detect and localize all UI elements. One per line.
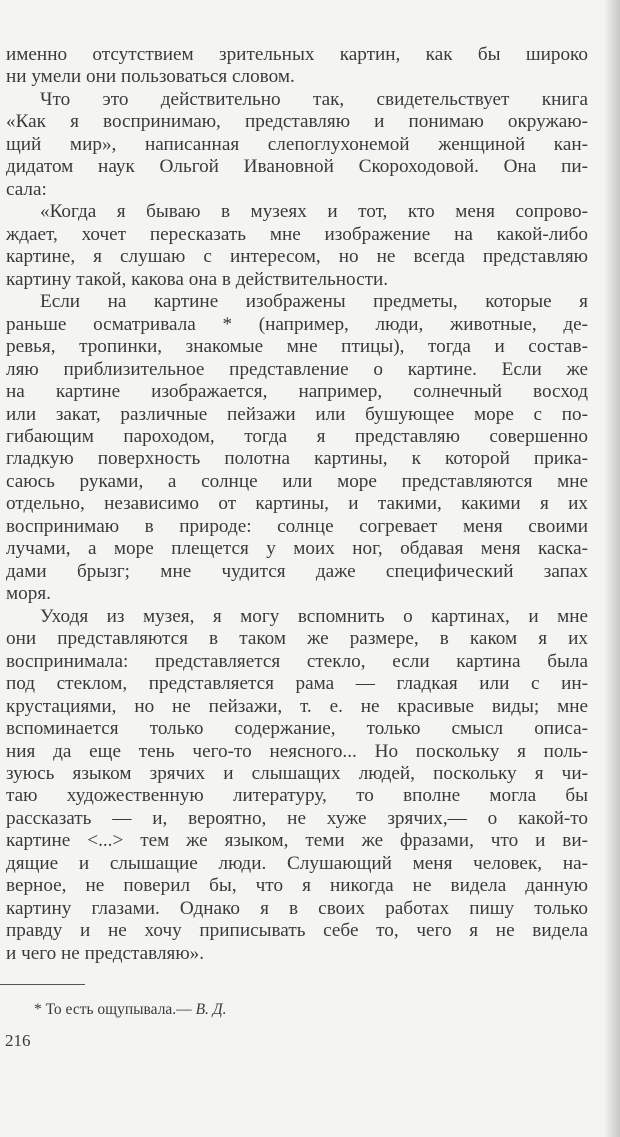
text-line: отдельно, независимо от картины, и такими, какими я их bbox=[6, 493, 588, 515]
text-line: дящие и слышащие люди. Слушающий меня человек, на- bbox=[6, 852, 588, 874]
text-line: верное, не поверил бы, что я никогда не видела данную bbox=[6, 875, 588, 897]
text-line: ревья, тропинки, знакомые мне птицы), тогда и состав- bbox=[6, 336, 588, 358]
text-line: вспоминается только содержание, только смысл описа- bbox=[6, 718, 588, 740]
text-line: сала: bbox=[6, 178, 47, 200]
text-line: под стеклом, представляется рама — гладкая или с ин- bbox=[6, 673, 588, 695]
body-text bbox=[6, 44, 588, 965]
text-line: они представляются в таком же размере, в каком я их bbox=[6, 628, 588, 650]
text-line: «Как я воспринимаю, представляю и понимаю окружаю- bbox=[6, 111, 588, 133]
text-line: и чего не представляю». bbox=[6, 942, 205, 964]
text-line: картину такой, какова она в действительности. bbox=[6, 268, 389, 290]
text-line: или закат, различные пейзажи или бушующее море с по- bbox=[6, 403, 588, 425]
text-line: Если на картине изображены предметы, которые я bbox=[40, 291, 588, 313]
text-line: саюсь руками, а солнце или море представляются мне bbox=[6, 470, 588, 492]
text-line: картине, я слушаю с интересом, но не всегда представляю bbox=[6, 246, 588, 268]
text-line: щий мир», написанная слепоглухонемой женщиной кан- bbox=[6, 133, 588, 155]
footnote-rule bbox=[0, 984, 85, 985]
text-line: картине <...> тем же языком, теми же фразами, что и ви- bbox=[6, 830, 588, 852]
text-line: ния да еще тень чего-то неясного... Но поскольку я поль- bbox=[6, 740, 588, 762]
text-line: дидатом наук Ольгой Ивановной Скороходовой. Она пи- bbox=[6, 156, 588, 178]
text-line: «Когда я бываю в музеях и тот, кто меня сопрово- bbox=[40, 201, 588, 223]
footnote-author: В. Д. bbox=[195, 1001, 227, 1018]
text-line: крустациями, но не пейзажи, т. е. не красивые виды; мне bbox=[6, 695, 588, 717]
page-edge-shadow bbox=[604, 0, 620, 1137]
footnote bbox=[34, 1001, 227, 1019]
text-line: таю художественную литературу, то вполне могла бы bbox=[6, 785, 588, 807]
text-line: воспринимала: представляется стекло, если картина была bbox=[6, 650, 588, 672]
text-line: моря. bbox=[6, 583, 51, 605]
text-line: Что это действительно так, свидетельствует книга bbox=[40, 88, 588, 110]
text-line: рассказать — и, вероятно, не хуже зрячих,— о какой-то bbox=[6, 807, 588, 829]
text-line: лучами, а море плещется у моих ног, обдавая меня каска- bbox=[6, 538, 588, 560]
text-line: на картине изображается, например, солнечный восход bbox=[6, 381, 588, 403]
page-number: 216 bbox=[5, 1031, 31, 1050]
text-line: правду и не хочу приписывать себе то, чего я не видела bbox=[6, 920, 588, 942]
text-line: зуюсь языком зрячих и слышащих людей, поскольку я чи- bbox=[6, 763, 588, 784]
text-line: раньше осматривала * (например, люди, животные, де- bbox=[6, 313, 588, 335]
text-line: ждает, хочет пересказать мне изображение на какой-либо bbox=[6, 223, 588, 245]
text-line: ни умели они пользоваться словом. bbox=[6, 66, 295, 88]
text-line: гибающим пароходом, тогда я представляю совершенно bbox=[6, 425, 588, 447]
text-line: дами брызг; мне чудится даже специфический запах bbox=[6, 560, 588, 582]
text-line: гладкую поверхность полотна картины, к которой прика- bbox=[6, 448, 588, 470]
text-line: ляю приблизительное представление о картине. Если же bbox=[6, 358, 588, 380]
text-line: картину глазами. Однако я в своих работах пишу только bbox=[6, 897, 588, 919]
text-line: Уходя из музея, я могу вспомнить о картинах, и мне bbox=[40, 605, 588, 627]
text-line: воспринимаю в природе: солнце согревает меня своими bbox=[6, 515, 588, 537]
text-line: именно отсутствием зрительных картин, как бы широко bbox=[6, 44, 588, 65]
footnote-text: * То есть ощупывала.— bbox=[34, 1001, 196, 1018]
